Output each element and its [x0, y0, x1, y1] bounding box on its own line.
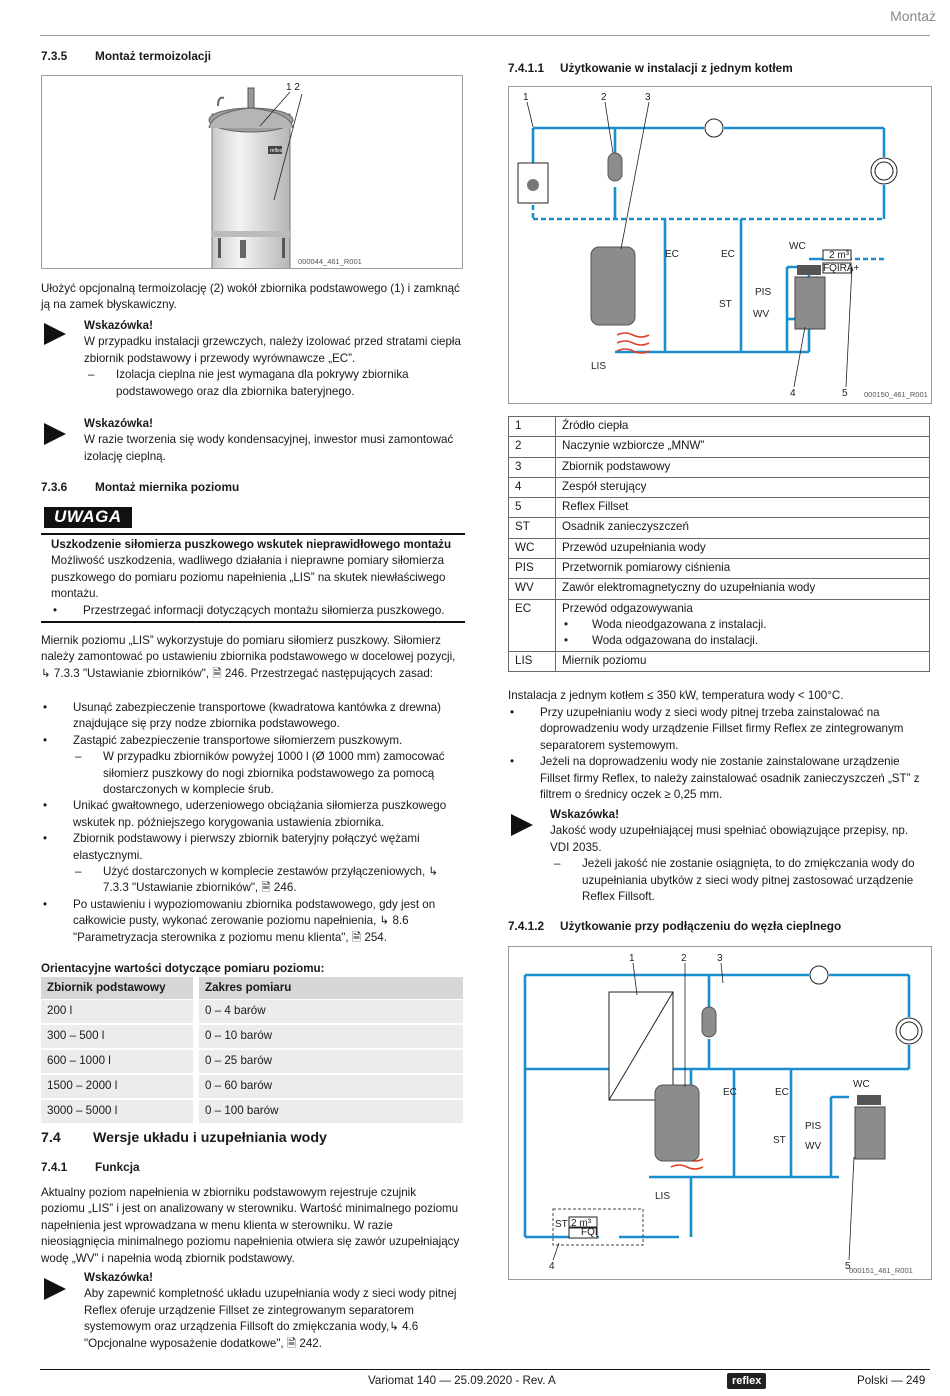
- table-row: 1500 – 2000 l 0 – 60 barów: [41, 1074, 463, 1099]
- figure-callout-number: 5: [842, 388, 848, 399]
- footer-rule: [40, 1369, 930, 1370]
- section-7-4-1-1-heading: [508, 60, 793, 76]
- table-row: WC Przewód uzupełniania wody: [509, 538, 930, 558]
- figure-component-tag: 2 m³: [571, 1218, 591, 1229]
- note-arrow-icon: [44, 1278, 66, 1300]
- figure-component-tag: WC: [789, 241, 806, 252]
- tank-badge-text: reflex: [270, 148, 283, 154]
- section-7-3-6-heading: [41, 479, 239, 495]
- section-number: 7.4: [41, 1130, 61, 1146]
- warning-text: Możliwość uszkodzenia, wadliwego działania i nieprawne pomiary siłomierza puszkowego do pomiaru poziomu napełnienia „LIS” na skutek niewłaściwego montażu.: [51, 554, 446, 601]
- insulated-tank-illustration: [42, 76, 462, 268]
- note-thermal-insulation: [84, 318, 462, 400]
- note-arrow-icon: [511, 814, 533, 836]
- primary-vessel: [591, 247, 635, 325]
- figure-callout-number: 2: [601, 92, 607, 103]
- section-title: Montaż miernika poziomu: [95, 480, 240, 494]
- footer-language-label: Polski: [857, 1374, 888, 1387]
- footer-document: Variomat 140 — 25.09.2020 - Rev. A: [368, 1374, 556, 1387]
- warning-block: [51, 537, 461, 619]
- section-title: Wersje układu i uzupełniania wody: [93, 1130, 327, 1146]
- section-title: Funkcja: [95, 1160, 140, 1174]
- section-7-4-heading: [41, 1130, 327, 1146]
- figure-callout-number: 4: [790, 388, 796, 399]
- list-item: • Po ustawieniu i wypoziomowaniu zbiornika podstawowego, gdy jest on całkowicie pusty, wykonać zerowanie poziomu napełnienia, ↳ 8.6 "Parametryzacja sterownika z poziomu menu klienta", 🗎 254.: [41, 897, 463, 946]
- figure-component-tag: WV: [805, 1141, 822, 1152]
- figure-component-tag: WV: [753, 309, 770, 320]
- warning-rule: [41, 533, 465, 535]
- figure-component-tag: WC: [853, 1079, 870, 1090]
- column-header: Zakres pomiaru: [196, 977, 463, 1000]
- heat-node-schematic: [509, 947, 931, 1279]
- list-dash-item: – W przypadku zbiorników powyżej 1000 l (Ø 1000 mm) zamocować siłomierz puszkowy do nogi zbiornika podstawowego za pomocą dostarczonych w komplecie śrub.: [73, 749, 463, 798]
- section-title: Użytkowanie w instalacji z jednym kotłem: [560, 61, 793, 75]
- figure-component-tag: PIS: [755, 287, 772, 298]
- single-boiler-paragraph: Instalacja z jednym kotłem ≤ 350 kW, temperatura wody < 100°C.: [508, 689, 844, 702]
- figure-component-tag: ST: [719, 299, 732, 310]
- lis-rules-list: [41, 700, 463, 946]
- list-dash-item: – Użyć dostarczonych w komplecie zestawów przyłączeniowych, ↳ 7.3.3 "Ustawianie zbiorników", 🗎 246.: [73, 864, 463, 897]
- note-title: Wskazówka!: [550, 808, 619, 821]
- function-paragraph: Aktualny poziom napełnienia w zbiorniku podstawowym rejestruje czujnik poziomu „LIS” i jest on analizowany w sterowniku. Wartość minimalnego poziomu napełnienia jest wprowadzana w menu klienta w sterowniku. W razie nieosiągnięcia minimalnego poziomu napełnienia otwiera się zawór uzupełniający wodę „WV” i napełnia wodą zbiornik podstawowy.: [41, 1186, 460, 1265]
- table-row: 3000 – 5000 l 0 – 100 barów: [41, 1099, 463, 1124]
- figure-component-tag: LIS: [655, 1191, 671, 1202]
- figure-thermal-insulation: [41, 75, 463, 269]
- figure-component-tag: 2 m³: [829, 250, 849, 261]
- figure-code: 000150_461_R001: [864, 390, 928, 399]
- note-water-quality: [550, 807, 930, 905]
- figure-callout-number: 1: [523, 92, 529, 103]
- figure-single-boiler-schematic: [508, 86, 932, 404]
- figure-component-tag: EC: [665, 249, 679, 260]
- list-item: • Przy uzupełnianiu wody z sieci wody pitnej trzeba zainstalować na doprowadzeniu wody urządzenie Fillset firmy Reflex ze zintegrowanym separatorem systemowym.: [508, 705, 930, 754]
- section-7-4-1-2-heading: [508, 918, 841, 934]
- table-header-row: [41, 977, 463, 1000]
- control-unit: [795, 277, 825, 329]
- single-boiler-list: [508, 705, 930, 803]
- table-row: 1 Źródło ciepła: [509, 417, 930, 437]
- figure-callouts: 1 2: [286, 82, 300, 93]
- expansion-vessel: [702, 1007, 716, 1037]
- figure-heat-node-schematic: [508, 946, 932, 1280]
- figure-callout-number: 3: [645, 92, 651, 103]
- section-number: 7.3.5: [41, 49, 68, 63]
- primary-vessel: [655, 1085, 699, 1161]
- page-number: — 249: [891, 1374, 926, 1387]
- table-row: PIS Przetwornik pomiarowy ciśnienia: [509, 559, 930, 579]
- note-dash-item: – Jeżeli jakość nie zostanie osiągnięta, to do zmiękczania wody do uzupełniania ubytków z sieci wody pitnej zastosować urządzenie Reflex Fillsoft.: [550, 856, 930, 905]
- control-unit: [855, 1107, 885, 1159]
- legend-table: [508, 416, 930, 672]
- section-7-4-1-heading: [41, 1159, 140, 1175]
- note-arrow-icon: [44, 323, 66, 345]
- figure-component-tag: ST: [773, 1135, 786, 1146]
- table-row: WV Zawór elektromagnetyczny do uzupełniania wody: [509, 579, 930, 599]
- table-row: 3 Zbiornik podstawowy: [509, 457, 930, 477]
- table-title: Orientacyjne wartości dotyczące pomiaru poziomu:: [41, 962, 325, 975]
- list-item: • Usunąć zabezpieczenie transportowe (kwadratowa kantówka z drewna) znajdujące się przy nodze zbiornika podstawowego.: [41, 700, 463, 733]
- figure-component-tag: PIS: [805, 1121, 822, 1132]
- table-row: LIS Miernik poziomu: [509, 651, 930, 671]
- figure-callout-number: 4: [549, 1261, 555, 1272]
- note-text: W przypadku instalacji grzewczych, należy izolować przed stratami ciepła zbiornik podstawowy i przewody wyrównawcze „EC”.: [84, 335, 461, 365]
- note-text: Aby zapewnić kompletność układu uzupełniania wody z sieci wody pitnej Reflex oferuje urządzenie Fillset ze zintegrowanym separatorem systemowym oraz urządzenia Fillsoft do zmiękczania wody,↳ 4.6 "Opcjonalne wyposażenie dodatkowe", 🗎 242.: [84, 1287, 457, 1350]
- figure-code: 000044_461_R001: [298, 257, 362, 266]
- tank-body: [212, 114, 290, 268]
- note-condensation: [84, 416, 462, 465]
- note-dash-item: – Izolacja cieplna nie jest wymagana dla pokrywy zbiornika podstawowego oraz dla zbiornika bateryjnego.: [84, 367, 462, 400]
- figure-component-tag: EC: [721, 249, 735, 260]
- note-text: Jakość wody uzupełniającej musi spełniać obowiązujące przepisy, np. VDI 2035.: [550, 824, 909, 854]
- figure-component-tag: ST: [555, 1219, 568, 1230]
- section-7-3-5-heading: [41, 48, 211, 64]
- note-fillset: [84, 1270, 462, 1352]
- section-title: Użytkowanie przy podłączeniu do węzła cieplnego: [560, 919, 842, 933]
- note-title: Wskazówka!: [84, 1271, 153, 1284]
- column-header: Zbiornik podstawowy: [41, 977, 196, 1000]
- intro-paragraph: Ułożyć opcjonalną termoizolację (2) wokół zbiornika podstawowego (1) i zamknąć ją na zamek błyskawiczny.: [41, 282, 460, 312]
- table-row: 4 Zespół sterujący: [509, 477, 930, 497]
- list-item: • Jeżeli na doprowadzeniu wody nie zostanie zainstalowane urządzenie Fillset firmy Reflex, to należy zainstalować osadnik zanieczyszczeń „ST” z filtrem o średnicy oczek ≥ 0,25 mm.: [508, 754, 930, 803]
- lis-paragraph: Miernik poziomu „LIS” wykorzystuje do pomiaru siłomierz puszkowy. Siłomierz należy zamontować po ustawieniu zbiornika podstawowego w docelowej pozycji, ↳ 7.3.3 "Ustawianie zbiorników", 🗎 246. Przestrzegać następujących zasad:: [41, 634, 456, 680]
- running-header: Montaż: [890, 8, 936, 24]
- reflex-logo: reflex: [727, 1373, 766, 1389]
- note-arrow-icon: [44, 423, 66, 445]
- warning-title: Uszkodzenie siłomierza puszkowego wskutek nieprawidłowego montażu: [51, 538, 452, 551]
- figure-code: 000151_461_R001: [849, 1266, 913, 1275]
- table-row: 200 l 0 – 4 barów: [41, 1000, 463, 1025]
- table-row: 300 – 500 l 0 – 10 barów: [41, 1024, 463, 1049]
- table-row: ST Osadnik zanieczyszczeń: [509, 518, 930, 538]
- table-row: 600 – 1000 l 0 – 25 barów: [41, 1049, 463, 1074]
- list-item: • Zastąpić zabezpieczenie transportowe siłomierzem puszkowym. – W przypadku zbiorników powyżej 1000 l (Ø 1000 mm) zamocować siłomierz puszkowy do nogi zbiornika podstawowego za pomocą dostarczonych w komplecie śrub.: [41, 733, 463, 799]
- table-row: 2 Naczynie wzbiorcze „MNW”: [509, 437, 930, 457]
- figure-callout-number: 1: [629, 953, 635, 964]
- table-row: 5 Reflex Fillset: [509, 498, 930, 518]
- section-number: 7.4.1.2: [508, 919, 545, 933]
- figure-component-tag: FQIRA+: [823, 263, 860, 274]
- header-rule: [40, 35, 930, 36]
- figure-callout-number: 5: [845, 1261, 851, 1272]
- table-row: EC Przewód odgazowywania • Woda nieodgazowana z instalacji. • Woda odgazowana do instalacji.: [509, 599, 930, 651]
- note-title: Wskazówka!: [84, 417, 153, 430]
- figure-callout-number: 2: [681, 953, 687, 964]
- figure-component-tag: EC: [723, 1087, 737, 1098]
- warning-bullet: • Przestrzegać informacji dotyczących montażu siłomierza puszkowego.: [51, 603, 461, 619]
- section-title: Montaż termoizolacji: [95, 49, 212, 63]
- figure-callout-number: 3: [717, 953, 723, 964]
- warning-rule-bottom: [41, 621, 465, 623]
- figure-component-tag: FQI: [581, 1227, 598, 1238]
- single-boiler-schematic: [509, 87, 931, 403]
- section-number: 7.4.1: [41, 1160, 68, 1174]
- warning-label: UWAGA: [44, 507, 132, 528]
- footer-language: [857, 1373, 925, 1389]
- list-item: • Unikać gwałtownego, uderzeniowego obciążania siłomierza puszkowego wskutek np. późniejszego korygowania ustawienia zbiornika.: [41, 798, 463, 831]
- level-measurement-table: [41, 977, 463, 1125]
- note-title: Wskazówka!: [84, 319, 153, 332]
- section-number: 7.4.1.1: [508, 61, 545, 75]
- section-number: 7.3.6: [41, 480, 68, 494]
- list-item: • Zbiornik podstawowy i pierwszy zbiornik bateryjny połączyć wężami elastycznymi. – Użyć dostarczonych w komplecie zestawów przyłączeniowych, ↳ 7.3.3 "Ustawianie zbiorników", 🗎 246.: [41, 831, 463, 897]
- expansion-vessel: [608, 153, 622, 181]
- figure-component-tag: EC: [775, 1087, 789, 1098]
- note-text: W razie tworzenia się wody kondensacyjnej, inwestor musi zamontować izolację cieplną.: [84, 433, 454, 463]
- figure-component-tag: LIS: [591, 361, 607, 372]
